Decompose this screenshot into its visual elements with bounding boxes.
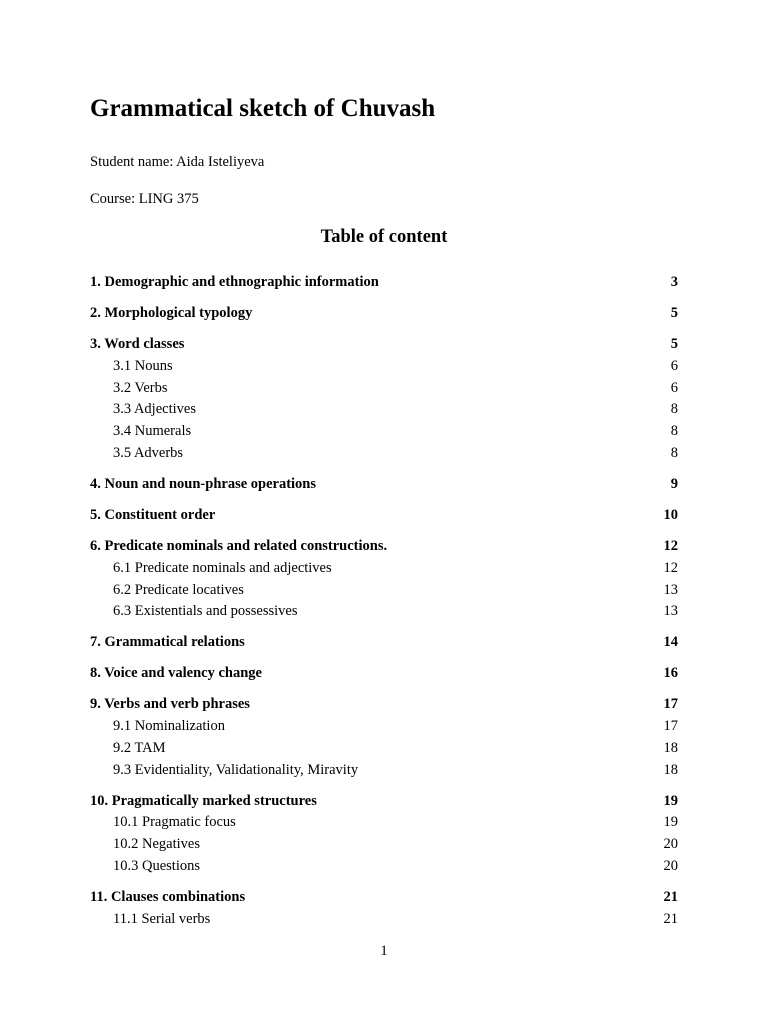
toc-entry-label: 10. Pragmatically marked structures (90, 792, 317, 809)
toc-subsection-entry (90, 812, 678, 834)
toc-entry-page: 21 (663, 910, 678, 927)
toc-entry-page: 12 (663, 559, 678, 576)
toc-subsection-entry (90, 558, 678, 580)
toc-subsection-entry (90, 601, 678, 623)
toc-entry-page: 9 (670, 475, 678, 492)
toc-section-entry (90, 791, 678, 813)
toc-entry-label: 10.1 Pragmatic focus (113, 814, 236, 831)
toc-heading: Table of content (320, 227, 448, 247)
toc-entry-page: 16 (663, 665, 678, 682)
toc-entry-page: 13 (663, 581, 678, 598)
toc-entry-page: 8 (670, 401, 678, 418)
toc-entry-page: 8 (670, 444, 678, 461)
toc-entry-label: 1. Demographic and ethnographic information (90, 274, 379, 290)
toc-entry-page: 20 (663, 858, 678, 875)
toc-section-entry (90, 536, 678, 558)
toc-subsection-entry (90, 421, 678, 443)
toc-entry-label: 6. Predicate nominals and related constructions. (90, 537, 388, 554)
toc-entry-page: 6 (670, 357, 678, 374)
toc-entry-page: 6 (670, 379, 678, 396)
toc-section-entry (90, 272, 678, 294)
toc-subsection-entry (90, 738, 678, 760)
toc-subsection-entry (90, 399, 678, 421)
toc-entry-page: 8 (670, 423, 678, 440)
toc-entry-page: 18 (663, 739, 678, 756)
toc-entry-label: 10.2 Negatives (113, 836, 200, 853)
toc-entry-page: 17 (663, 696, 678, 713)
toc-entry-label: 3.1 Nouns (113, 357, 173, 374)
toc-section-entry (90, 505, 678, 527)
toc-section-entry (90, 694, 678, 716)
toc-entry-label: 6.3 Existentials and possessives (113, 603, 298, 620)
student-name: Student name: Aida Isteliyeva (90, 154, 265, 170)
toc-entry-label: 3.5 Adverbs (113, 444, 184, 461)
toc-subsection-entry (90, 580, 678, 602)
toc-entry-label: 3.4 Numerals (113, 423, 192, 440)
toc-entry-page: 21 (663, 889, 678, 905)
toc-entry-page: 3 (670, 274, 678, 290)
toc-section-entry (90, 632, 678, 654)
toc-section-entry (90, 663, 678, 685)
toc-entry-page: 19 (663, 792, 678, 809)
toc-entry-label: 3.2 Verbs (113, 379, 168, 396)
toc-entry-label: 10.3 Questions (113, 858, 200, 875)
toc-entry-page: 5 (670, 335, 678, 352)
toc-entry-label: 7. Grammatical relations (90, 634, 245, 651)
course-name: Course: LING 375 (90, 191, 199, 207)
toc-subsection-entry (90, 356, 678, 378)
toc-entry-label: 4. Noun and noun-phrase operations (90, 475, 317, 492)
document-title: Grammatical sketch of Chuvash (90, 95, 436, 122)
toc-entry-page: 5 (670, 304, 678, 321)
toc-section-entry (90, 334, 678, 356)
toc-entry-label: 6.1 Predicate nominals and adjectives (113, 559, 332, 576)
toc-entry-label: 3. Word classes (90, 335, 185, 352)
toc-entry-page: 14 (663, 634, 678, 651)
table-of-contents (90, 272, 678, 931)
toc-entry-label: 8. Voice and valency change (90, 665, 262, 682)
toc-subsection-entry (90, 760, 678, 782)
toc-subsection-entry (90, 378, 678, 400)
toc-entry-page: 19 (663, 814, 678, 831)
toc-section-entry (90, 303, 678, 325)
toc-entry-page: 10 (663, 506, 678, 523)
toc-section-entry (90, 474, 678, 496)
toc-subsection-entry (90, 856, 678, 878)
toc-entry-page: 13 (663, 603, 678, 620)
toc-subsection-entry (90, 443, 678, 465)
page-number: 1 (380, 943, 388, 959)
toc-entry-label: 9. Verbs and verb phrases (90, 696, 250, 713)
toc-entry-label: 3.3 Adjectives (113, 401, 196, 418)
toc-entry-page: 17 (663, 718, 678, 735)
toc-subsection-entry (90, 834, 678, 856)
toc-entry-label: 2. Morphological typology (90, 304, 253, 321)
toc-entry-label: 9.3 Evidentiality, Validationality, Miravity (113, 761, 359, 778)
toc-entry-page: 12 (663, 537, 678, 554)
toc-entry-label: 9.1 Nominalization (113, 718, 225, 735)
toc-subsection-entry (90, 716, 678, 738)
toc-section-entry (90, 887, 678, 909)
toc-subsection-entry (90, 909, 678, 931)
toc-entry-label: 6.2 Predicate locatives (113, 581, 244, 598)
toc-entry-page: 20 (663, 836, 678, 853)
toc-entry-label: 9.2 TAM (113, 739, 166, 756)
toc-entry-page: 18 (663, 761, 678, 778)
toc-entry-label: 11. Clauses combinations (90, 889, 246, 905)
toc-entry-label: 11.1 Serial verbs (113, 910, 211, 927)
toc-entry-label: 5. Constituent order (90, 506, 216, 523)
